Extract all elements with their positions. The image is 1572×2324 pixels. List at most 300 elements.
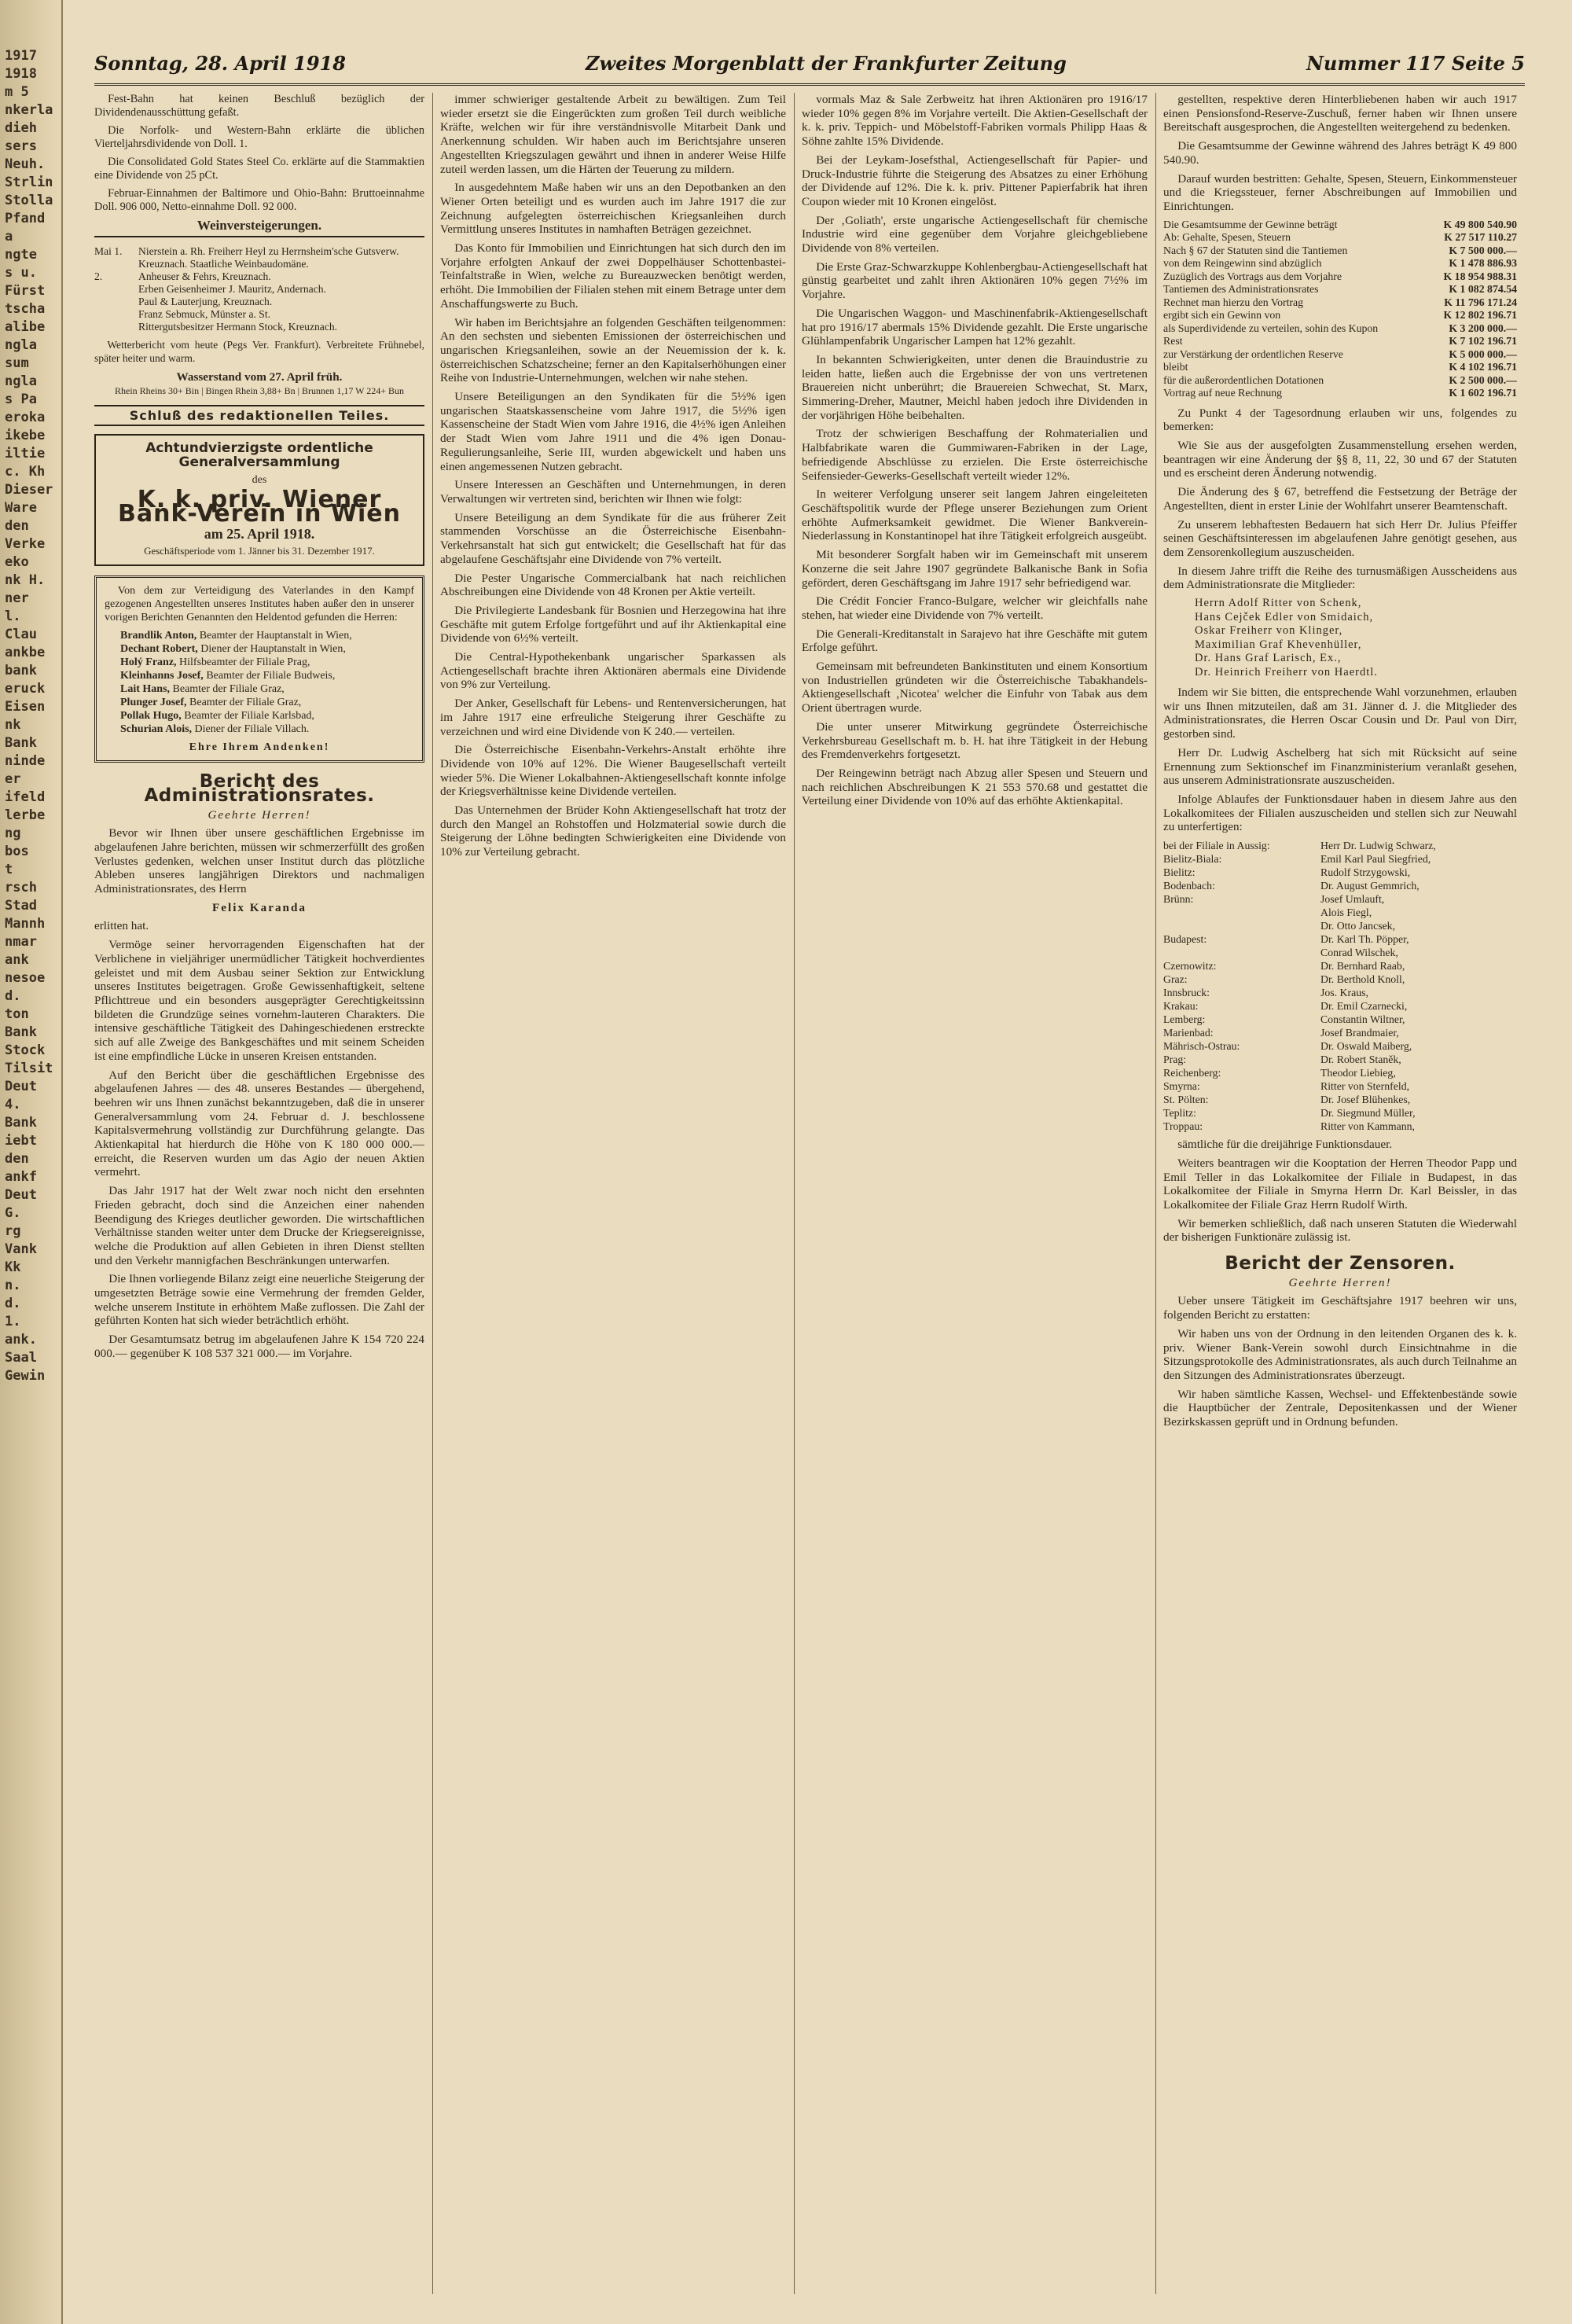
money-value: K 7 500 000.— xyxy=(1449,244,1517,256)
branch-row xyxy=(1163,1120,1517,1133)
wine-auction-list xyxy=(94,245,424,333)
paragraph: Infolge Ablaufes der Funktionsdauer haben in diesem Jahre aus den Lokalkomitees der Filialen auszuscheiden und stellen sich zur Neuwahl zu unterfertigen: xyxy=(1163,792,1517,834)
editorial-end-marker: Schluß des redaktionellen Teiles. xyxy=(94,405,424,427)
section-title: Bericht des Administrationsrates. xyxy=(144,771,375,806)
wine-auction-date xyxy=(94,258,132,270)
strip-fragment: nkerla xyxy=(5,102,53,118)
notice: Februar-Einnahmen der Baltimore und Ohio-Bahn: Bruttoeinnahme Doll. 906 000, Netto-einnahme Doll. 92 000. xyxy=(94,187,424,213)
branch-location: Prag: xyxy=(1163,1054,1187,1066)
announcement-line: Achtundvierzigste ordentliche Generalversammlung xyxy=(145,440,373,470)
memorial-box xyxy=(94,575,424,763)
branch-row xyxy=(1163,1039,1517,1053)
strip-fragment: Neuh. xyxy=(5,156,46,172)
strip-fragment: Vank xyxy=(5,1241,37,1257)
money-row xyxy=(1163,335,1517,348)
money-label: Nach § 67 der Statuten sind die Tantiemen xyxy=(1163,244,1348,256)
fallen-employee-name: Brandlik Anton, xyxy=(120,630,197,642)
branch-row xyxy=(1163,1079,1517,1093)
money-value: K 1 478 886.93 xyxy=(1449,257,1517,270)
cropped-left-column xyxy=(0,47,63,2311)
wine-auction-row xyxy=(94,296,424,308)
paragraph: Die unter unserer Mitwirkung gegründete Österreichische Verkehrsbureau Gesellschaft m. b. H. hat ihre Tätigkeit in der Hebung des Fremdenverkehrs fortgesetzt. xyxy=(802,719,1148,762)
wine-auction-date xyxy=(94,321,132,333)
strip-fragment: nesoe xyxy=(5,970,46,986)
member-name: Hans Cejček Edler von Smidaich, xyxy=(1195,610,1374,623)
notice: Die Consolidated Gold States Steel Co. erklärte auf die Stammaktien eine Dividende von 25 pCt. xyxy=(94,156,424,182)
money-label: zur Verstärkung der ordentlichen Reserve xyxy=(1163,347,1343,360)
fallen-employee-role: Beamter der Filiale Budweis, xyxy=(203,670,336,682)
branch-location xyxy=(1163,919,1320,932)
water-level-heading: Wasserstand vom 27. April früh. xyxy=(176,370,343,384)
paragraph: Unsere Beteiligung an dem Syndikate für die aus früherer Zeit stammenden Vorschüsse an die Österreichische Eisenbahn-Verkehrsanstalt hat sich gut entwickelt; die Gesellschaft hat für das abgelaufene Geschäftsjahr eine Dividende von 7% verteilt. xyxy=(440,510,786,566)
strip-fragment: Fürst xyxy=(5,283,46,299)
paragraph: Ueber unsere Tätigkeit im Geschäftsjahre 1917 beehren wir uns, folgenden Bericht zu erstatten: xyxy=(1163,1294,1517,1322)
strip-fragment: ank xyxy=(5,952,29,968)
money-value: K 7 102 196.71 xyxy=(1449,335,1517,347)
fallen-employee-role: Beamter der Filiale Graz, xyxy=(186,697,302,709)
branch-member: Dr. Josef Blühenkes, xyxy=(1320,1094,1411,1106)
money-label: für die außerordentlichen Dotationen xyxy=(1163,373,1324,386)
money-value: K 49 800 540.90 xyxy=(1443,218,1517,230)
branch-location: Budapest: xyxy=(1163,933,1207,946)
business-period: Geschäftsperiode vom 1. Jänner bis 31. Dezember 1917. xyxy=(144,545,375,557)
money-row xyxy=(1163,322,1517,336)
paragraph: Darauf wurden bestritten: Gehalte, Spesen, Steuern, Einkommensteuer und die Kriegssteuer, ferner Abschreibungen auf Immobilien und Einrichtungen. xyxy=(1163,171,1517,213)
fallen-employee xyxy=(120,642,414,656)
money-label: von dem Reingewinn sind abzüglich xyxy=(1163,257,1322,270)
strip-fragment: Verke xyxy=(5,536,46,552)
wine-auction-date xyxy=(94,283,132,296)
branch-location: Krakau: xyxy=(1163,1000,1199,1013)
branch-location: Lemberg: xyxy=(1163,1013,1206,1026)
branch-member: Josef Brandmaier, xyxy=(1320,1027,1399,1039)
strip-fragment: d. xyxy=(5,988,21,1004)
strip-fragment: tscha xyxy=(5,301,46,317)
branch-row xyxy=(1163,1106,1517,1120)
money-value: K 1 602 196.71 xyxy=(1449,387,1517,399)
column-rule xyxy=(794,93,795,2294)
strip-fragment: dieh xyxy=(5,120,37,136)
fallen-employee-role: Beamter der Filiale Graz, xyxy=(170,683,285,696)
strip-fragment: G. xyxy=(5,1205,21,1221)
money-row xyxy=(1163,361,1517,374)
fallen-employee-role: Hilfsbeamter der Filiale Prag, xyxy=(176,656,310,669)
wine-auction-date: 2. xyxy=(94,270,103,282)
wine-auction-date xyxy=(94,296,132,308)
paragraph: Unsere Interessen an Geschäften und Unternehmungen, in deren Verwaltungen wir vertreten sind, berichten wir Ihnen wie folgt: xyxy=(440,478,786,506)
masthead xyxy=(94,52,1525,86)
strip-fragment: nk xyxy=(5,717,21,733)
fallen-employee-role: Beamter der Filiale Karlsbad, xyxy=(181,710,314,723)
branch-member: Ritter von Kammann, xyxy=(1320,1120,1415,1133)
strip-fragment: iebt xyxy=(5,1133,37,1149)
strip-fragment: ankf xyxy=(5,1169,37,1185)
paragraph: Bevor wir Ihnen über unsere geschäftlichen Ergebnisse im abgelaufenen Jahre berichten, müssen wir schmerzerfüllt des großen Verlustes gedenken, welchen unser Institut durch das plötzliche Ableben unseres langjährigen Direktors und nachmaligen Administrationsrates, des Herrn xyxy=(94,826,424,896)
money-value: K 12 802 196.71 xyxy=(1443,309,1517,322)
wine-auction-date: Mai 1. xyxy=(94,245,123,257)
paragraph: In bekannten Schwierigkeiten, unter denen die Brauindustrie zu leiden hatte, ließen auch die Ergebnisse der von uns vertretenen Brauereien nicht unberührt; die Brauereien Schwechat, St. Marx, Simmering-Dreher, Mautner, Meichl haben jedoch ihre Dividenden in der vorjährigen Höhe beibehalten. xyxy=(802,352,1148,422)
money-label: Rest xyxy=(1163,335,1183,347)
strip-fragment: Eisen xyxy=(5,699,46,715)
money-value: K 27 517 110.27 xyxy=(1444,231,1517,244)
meeting-date: am 25. April 1918. xyxy=(204,525,315,542)
greeting: Geehrte Herren! xyxy=(1288,1275,1392,1289)
strip-fragment: ankbe xyxy=(5,645,46,660)
branch-member: Dr. August Gemmrich, xyxy=(1320,880,1420,892)
paragraph: Unsere Beteiligungen an den Syndikaten für die 5½% igen ungarischen Staatskassenscheine vom Jahre 1917, die 5½% igen Kassenscheine der Stadt Wien vom Jahre 1916, die 4½% igen Anleihen der Stadt Wien vom Jahre 1911 und die 4% igen Donau-Regulierungsanleihe, Serie III, wurden abgewickelt und haben uns einen angemessenen Nutzen gebracht. xyxy=(440,390,786,473)
member-name: Oskar Freiherr von Klinger, xyxy=(1195,624,1343,638)
branch-row xyxy=(1163,852,1517,866)
strip-fragment: ton xyxy=(5,1006,29,1022)
branch-member: Dr. Berthold Knoll, xyxy=(1320,973,1405,986)
masthead-date: Sonntag, 28. April 1918 xyxy=(94,52,346,75)
strip-fragment: t xyxy=(5,862,13,877)
money-value: K 4 102 196.71 xyxy=(1449,361,1517,373)
paragraph: Wir haben sämtliche Kassen, Wechsel- und Effektenbestände sowie die Hauptbücher der Zentrale, Depositenkassen und der Wiener Bezirkskassen geprüft und in Ordnung befunden. xyxy=(1163,1387,1517,1429)
fallen-employee-name: Lait Hans, xyxy=(120,683,171,696)
money-row xyxy=(1163,309,1517,322)
money-row xyxy=(1163,387,1517,400)
paragraph: Wir bemerken schließlich, daß nach unseren Statuten die Wiederwahl der bisherigen Funktionäre zulässig ist. xyxy=(1163,1216,1517,1245)
strip-fragment: ifeld xyxy=(5,789,46,805)
notice: Die Norfolk- und Western-Bahn erklärte die üblichen Vierteljahrsdividende von Doll. 1. xyxy=(94,124,424,150)
paragraph: vormals Maz & Sale Zerbweitz hat ihren Aktionären pro 1916/17 wieder 10% gegen 8% im Vorjahre verteilt. Die Aktien-Gesellschaft der k. k. priv. Teppich- und Möbelstoff-Fabriken vormals Philipp Haas & Söhne zahlte 15% Dividende. xyxy=(802,93,1148,149)
paragraph: In ausgedehntem Maße haben wir uns an den Depotbanken an den Wiener Orten beteiligt und es wurden auch im Jahre 1917 die zur Zeichnung aufgelegten österreichischen Kriegsanleihen durch Vermittlung unseres Institutes in namhaften Beträgen gezeichnet. xyxy=(440,181,786,237)
money-label: als Superdividende zu verteilen, sohin des Kupon xyxy=(1163,322,1379,334)
strip-fragment: Saal xyxy=(5,1350,37,1366)
wine-auction-row xyxy=(94,308,424,321)
strip-fragment: Dieser xyxy=(5,482,53,498)
money-label: Die Gesamtsumme der Gewinne beträgt xyxy=(1163,218,1338,230)
strip-fragment: s Pa xyxy=(5,392,37,407)
strip-fragment: eruck xyxy=(5,681,46,697)
paragraph-group xyxy=(1163,1156,1517,1245)
branch-location xyxy=(1163,906,1320,919)
strip-fragment: Stock xyxy=(5,1042,46,1058)
strip-fragment: Stad xyxy=(5,898,37,914)
strip-fragment: l. xyxy=(5,609,21,624)
paragraph: Indem wir Sie bitten, die entsprechende Wahl vorzunehmen, erlauben wir uns Ihnen mitzuteilen, daß am 31. Jänner d. J. die Mitglieder des Administrationsrates, die Herren Oscar Cousin und Dr. Paul von Dirr, gestorben sind. xyxy=(1163,686,1517,741)
money-value: K 18 954 988.31 xyxy=(1443,270,1517,282)
fallen-employee xyxy=(120,629,414,642)
strip-fragment: Stolla xyxy=(5,193,53,208)
masthead-page-number: Nummer 117 Seite 5 xyxy=(1306,52,1525,75)
money-row xyxy=(1163,257,1517,270)
announcement-line: des xyxy=(252,473,267,486)
fallen-employee xyxy=(120,669,414,682)
paragraph: immer schwieriger gestaltende Arbeit zu bewältigen. Zum Teil wieder ersetzt sie die Eingerückten zum großen Teil durch weibliche Kräfte, welchen wir für ihre verständnisvolle Mitarbeit Dank und Anerkennung schulden. Wir haben auch im Berichtsjahre unseren Angestellten Kriegszulagen gewährt und ihnen in anderer Weise Hilfe zuteil werden lassen, um die Härten der Teuerung zu mildern. xyxy=(440,93,786,176)
branch-member: Josef Umlauft, xyxy=(1320,893,1385,906)
wine-auction-row xyxy=(94,245,424,258)
strip-fragment: c. Kh xyxy=(5,464,46,480)
strip-fragment: n. xyxy=(5,1278,21,1293)
profit-distribution-table xyxy=(1163,219,1517,400)
fallen-employee xyxy=(120,696,414,709)
branch-row xyxy=(1163,1013,1517,1026)
wine-auction-row xyxy=(94,270,424,283)
branch-location: Reichenberg: xyxy=(1163,1067,1221,1079)
fallen-employee-name: Holý Franz, xyxy=(120,656,177,669)
paragraph-group xyxy=(1163,406,1517,592)
masthead-title: Zweites Morgenblatt der Frankfurter Zeitung xyxy=(586,52,1067,75)
strip-fragment: 4. xyxy=(5,1097,21,1112)
branch-location: Bielitz-Biala: xyxy=(1163,853,1222,866)
strip-fragment: Deut xyxy=(5,1187,37,1203)
paragraph: Die Erste Graz-Schwarzkuppe Kohlenbergbau-Actiengesellschaft hat günstig gearbeitet und zahlt ihren Aktionären 10% gegen 7½% im Vorjahre. xyxy=(802,259,1148,302)
branch-row xyxy=(1163,1026,1517,1039)
member-name: Herrn Adolf Ritter von Schenk, xyxy=(1195,597,1362,610)
wine-auction-seller: Erben Geisenheimer J. Mauritz, Andernach. xyxy=(138,282,326,295)
strip-fragment: Bank xyxy=(5,1024,37,1040)
paragraph: Wie Sie aus der ausgefolgten Zusammenstellung ersehen werden, beantragen wir eine Änderung der §§ 8, 11, 22, 30 und 67 der Statuten und es erscheint deren Änderung notwendig. xyxy=(1163,439,1517,480)
strip-fragment: 1. xyxy=(5,1314,21,1329)
member-name: Dr. Heinrich Freiherr von Haerdtl. xyxy=(1195,665,1378,678)
branch-location: Brünn: xyxy=(1163,893,1194,906)
paragraph-group xyxy=(1163,1294,1517,1429)
strip-fragment: ngte xyxy=(5,247,37,263)
paragraph: Wir haben im Berichtsjahre an folgenden Geschäften teilgenommen: An den sechsten und siebenten Emissionen der österreichischen und ungarischen Kriegsanleihen, sowie an der Neuemission der k. k. österreichischen Schatzscheine; ferner an den Kapitalserhöhungen einer Reihe von Industrie-Unternehmungen, welchen wir nahe stehen. xyxy=(440,315,786,385)
branch-member: Theodor Liebieg, xyxy=(1320,1067,1396,1079)
money-label: Rechnet man hierzu den Vortrag xyxy=(1163,296,1304,308)
paragraph: Die Ungarischen Waggon- und Maschinenfabrik-Aktiengesellschaft hat pro 1916/17 abermals 15% Dividende gezahlt. Die Erste ungarische Glühlampenfabrik Ungarischer Lampen hat 12% gezahlt. xyxy=(802,306,1148,348)
wine-auctions-heading: Weinversteigerungen. xyxy=(94,219,424,237)
paragraph: Vermöge seiner hervorragenden Eigenschaften hat der Verblichene in vieljähriger unermüdlicher Tätigkeit hochverdientes geleistet und mit dem Ausbau seiner Sektion zur Entwicklung unseres Institutes beigetragen. Große Gewissenhaftigkeit, seltene Pflichttreue und ein besonders ausgeprägter Gerechtigkeitssinn bildeten die Grundzüge seines vornehm-lauteren Charakters. Die intensive geschäftliche Tätigkeit des Dahingeschiedenen erstreckte sich auf alle Zweige des Bankgeschäftes und mit seinem Scheiden ist eine empfindliche Lücke in unseren Kreisen entstanden. xyxy=(94,938,424,1063)
paragraph-group xyxy=(1163,93,1517,214)
strip-fragment: lerbe xyxy=(5,807,46,823)
paragraph: Die Pester Ungarische Commercialbank hat nach reichlichen Abschreibungen eine Dividende von 48 Kronen per Aktie verteilt. xyxy=(440,571,786,599)
strip-fragment: d. xyxy=(5,1296,21,1311)
strip-fragment: rg xyxy=(5,1223,21,1239)
general-meeting-announcement xyxy=(94,434,424,566)
branch-location: Smyrna: xyxy=(1163,1080,1200,1093)
fallen-employee-role: Beamter der Hauptanstalt in Wien, xyxy=(196,630,352,642)
branch-location: Graz: xyxy=(1163,973,1188,986)
rhine-levels: Rhein Rheins 30+ Bin | Bingen Rhein 3,88+ Bn | Brunnen 1,17 W 224+ Bun xyxy=(115,384,404,396)
paragraph: Das Unternehmen der Brüder Kohn Aktiengesellschaft hat trotz der durch den Mangel an Rohstoffen und Holzmaterial sowie durch die Steigerung der Löhne bedingten Schwierigkeiten eine Dividende von 10% zur Verteilung gebracht. xyxy=(440,803,786,859)
strip-fragment: iltie xyxy=(5,446,46,461)
money-row xyxy=(1163,231,1517,245)
strip-fragment: Gewin xyxy=(5,1368,46,1384)
column-rule xyxy=(432,93,433,2294)
strip-fragment: 1918 xyxy=(5,66,37,82)
strip-fragment: Strlin xyxy=(5,175,53,190)
paragraph: Die Gesamtsumme der Gewinne während des Jahres beträgt K 49 800 540.90. xyxy=(1163,139,1517,167)
branch-row xyxy=(1163,892,1517,906)
paragraph: Die Änderung des § 67, betreffend die Festsetzung der Beträge der Angestellten, dient in erster Linie der Wohlfahrt unserer Beamtenschaft. xyxy=(1163,485,1517,513)
strip-fragment: Deut xyxy=(5,1079,37,1094)
strip-fragment: ngla xyxy=(5,337,37,353)
branch-location: Innsbruck: xyxy=(1163,987,1210,999)
strip-fragment: rsch xyxy=(5,880,37,895)
branch-location: Mährisch-Ostrau: xyxy=(1163,1040,1240,1053)
branch-member: Dr. Karl Th. Pöpper, xyxy=(1320,933,1409,946)
paragraph: Zu Punkt 4 der Tagesordnung erlauben wir uns, folgendes zu bemerken: xyxy=(1163,406,1517,434)
wine-auction-seller: Anheuser & Fehrs, Kreuznach. xyxy=(138,270,271,282)
money-label: Tantiemen des Administrationsrates xyxy=(1163,283,1319,296)
money-row xyxy=(1163,296,1517,310)
branch-row xyxy=(1163,839,1517,852)
column-1 xyxy=(94,93,424,2294)
retiring-members-list xyxy=(1195,597,1517,679)
fallen-employee-role: Diener der Filiale Villach. xyxy=(192,723,310,736)
column-3 xyxy=(802,93,1148,2294)
branch-location: bei der Filiale in Aussig: xyxy=(1163,840,1270,852)
paragraph: Wir haben uns von der Ordnung in den leitenden Organen des k. k. priv. Wiener Bank-Verein sowohl durch Einsichtnahme in die Sitzungsprotokolle des Administrationsrates, als auch durch Teilnahme an den Sitzungen des Administrationsrates überzeugt. xyxy=(1163,1326,1517,1382)
strip-fragment: 1917 xyxy=(5,48,37,64)
section-title: Bericht der Zensoren. xyxy=(1225,1253,1456,1274)
branch-location xyxy=(1163,946,1320,959)
branch-location: Czernowitz: xyxy=(1163,960,1217,973)
branch-row xyxy=(1163,946,1517,959)
branch-member: Emil Karl Paul Siegfried, xyxy=(1320,853,1431,866)
branch-member: Dr. Bernhard Raab, xyxy=(1320,960,1405,973)
strip-fragment: nk H. xyxy=(5,572,46,588)
fallen-employee-role: Diener der Hauptanstalt in Wien, xyxy=(197,643,346,656)
paragraph: In diesem Jahre trifft die Reihe des turnusmäßigen Ausscheidens aus dem Administrationsrate die Mitglieder: xyxy=(1163,564,1517,592)
strip-fragment: bos xyxy=(5,844,29,859)
strip-fragment: Ware xyxy=(5,500,37,516)
wine-auction-seller: Franz Sebmuck, Münster a. St. xyxy=(138,307,271,320)
paragraph: Bei der Leykam-Josefsthal, Actiengesellschaft für Papier- und Druck-Industrie führte die Steigerung des Absatzes zu einer Erhöhung der Dividende auf 12%. Die k. k. priv. Pittener Papierfabrik hat ihren Coupon wieder mit 10 Kronen eingelöst. xyxy=(802,153,1148,208)
paragraph: Die Privilegierte Landesbank für Bosnien und Herzegowina hat ihre Geschäfte mit gutem Erfolge fortgeführt und auf ihr Aktienkapital eine Dividende von 6½% verteilt. xyxy=(440,603,786,645)
column-rule xyxy=(1155,93,1156,2294)
paragraph: Die Generali-Kreditanstalt in Sarajevo hat ihre Geschäfte mit gutem Erfolge geführt. xyxy=(802,627,1148,655)
money-row xyxy=(1163,374,1517,388)
deceased-name: Felix Karanda xyxy=(211,900,307,914)
money-label: bleibt xyxy=(1163,361,1188,373)
strip-fragment: ner xyxy=(5,590,29,606)
paragraph: Der Gesamtumsatz betrug im abgelaufenen Jahre K 154 720 224 000.— gegenüber K 108 537 321 000.— im Vorjahre. xyxy=(94,1333,424,1360)
paragraph-group xyxy=(1163,686,1517,834)
strip-fragment: bank xyxy=(5,663,37,678)
strip-fragment: den xyxy=(5,518,29,534)
branch-row xyxy=(1163,959,1517,973)
money-label: Zuzüglich des Vortrags aus dem Vorjahre xyxy=(1163,270,1342,282)
greeting: Geehrte Herren! xyxy=(208,807,311,822)
wine-auction-seller: Kreuznach. Staatliche Weinbaudomäne. xyxy=(138,257,309,270)
branch-member: Jos. Kraus, xyxy=(1320,987,1368,999)
column-4 xyxy=(1163,93,1517,2294)
wine-auction-seller: Paul & Lauterjung, Kreuznach. xyxy=(138,295,273,307)
strip-fragment: Mannh xyxy=(5,916,46,932)
branch-location: Troppau: xyxy=(1163,1120,1203,1133)
fallen-employee xyxy=(120,682,414,696)
member-name: Maximilian Graf Khevenhüller, xyxy=(1195,638,1362,651)
money-row xyxy=(1163,270,1517,284)
branch-location: Teplitz: xyxy=(1163,1107,1196,1120)
column-2 xyxy=(440,93,786,2294)
wine-auction-row xyxy=(94,258,424,270)
paragraph: Die Österreichische Eisenbahn-Verkehrs-Anstalt erhöhte ihre Dividende von 10% auf 12%. Die Wiener Baugesellschaft verteilt wieder 5%. Die Wiener Lokalbahnen-Aktiengesellschaft konnte infolge der Kriegsverhältnisse keine Dividende verteilen. xyxy=(440,743,786,799)
strip-fragment: ikebe xyxy=(5,428,46,443)
paragraph: Gemeinsam mit befreundeten Bankinstituten und einem Konsortium von Industriellen gründeten wir die Österreichische Tabakhandels-Aktiengesellschaft ‚Nicotea' welcher die Einfuhr von Tabak aus dem Orient übertragen wurde. xyxy=(802,660,1148,715)
branch-member: Dr. Emil Czarnecki, xyxy=(1320,1000,1408,1013)
money-row xyxy=(1163,348,1517,362)
paragraph: Trotz der schwierigen Beschaffung der Rohmaterialien und Halbfabrikate waren die Gummiwaren-Fabriken in der Lage, befriedigende Abschlüsse zu erzielen. Die Erste österreichische Seifensieder-Gewerks-Gesellschaft verteilt wieder 12%. xyxy=(802,427,1148,483)
strip-fragment: s u. xyxy=(5,265,37,281)
fallen-employee-name: Dechant Robert, xyxy=(120,643,198,656)
fallen-employee xyxy=(120,723,414,736)
branch-location: Bodenbach: xyxy=(1163,880,1215,892)
paragraph: gestellten, respektive deren Hinterbliebenen haben wir auch 1917 einen Pensionsfond-Reserve-Zuschuß, ferner haben wir Ihnen unsere Bereitschaft ausgesprochen, die Angestellten weitergehend zu bedenken. xyxy=(1163,93,1517,134)
strip-fragment: Tilsit xyxy=(5,1061,53,1076)
strip-fragment: nmar xyxy=(5,934,37,950)
branch-member: Conrad Wilschek, xyxy=(1320,947,1398,959)
paragraph: Herr Dr. Ludwig Aschelberg hat sich mit Rücksicht auf seine Ernennung zum Sektionschef im Finanzministerium veranlaßt gesehen, aus unserem Administrationsrate auszuscheiden. xyxy=(1163,745,1517,788)
paragraph: Die Central-Hypothekenbank ungarischer Sparkassen als Actiengesellschaft brachte ihren Aktionären abermals eine Dividende von 9% zur Verteilung. xyxy=(440,650,786,692)
money-label: ergibt sich ein Gewinn von xyxy=(1163,309,1281,322)
branch-row xyxy=(1163,973,1517,986)
memorial-intro: Von dem zur Verteidigung des Vaterlandes in den Kampf gezogenen Angestellten unseres Institutes haben außer den in unserer vorigen Berichten Genannten den Heldentod gefunden die Herren: xyxy=(105,585,414,624)
paragraph: Zu unserem lebhaftesten Bedauern hat sich Herr Dr. Julius Pfeiffer seinen Geschäftsinteressen im abgelaufenen Jahre genötigt gesehen, aus dem Zensorenkollegium auszuscheiden. xyxy=(1163,517,1517,559)
branch-member: Ritter von Sternfeld, xyxy=(1320,1080,1410,1093)
money-row xyxy=(1163,219,1517,232)
strip-fragment: Pfand xyxy=(5,211,46,226)
strip-fragment: eroka xyxy=(5,410,46,425)
fallen-employee xyxy=(120,656,414,669)
wine-auction-seller: Nierstein a. Rh. Freiherr Heyl zu Herrnsheim'sche Gutsverw. xyxy=(138,245,399,257)
paragraph: Die Ihnen vorliegende Bilanz zeigt eine neuerliche Steigerung der umgesetzten Beträge sowie eine Vermehrung der fremden Gelder, welche unserem Institute in erhöhtem Maße zuflossen. Die Zahl der geführten Konten hat sich wieder beträchtlich erhöht. xyxy=(94,1272,424,1328)
notice: Fest-Bahn hat keinen Beschluß bezüglich der Dividendenausschüttung gefaßt. xyxy=(94,93,424,119)
branch-member: Dr. Siegmund Müller, xyxy=(1320,1107,1416,1120)
paragraph: Der Anker, Gesellschaft für Lebens- und Rentenversicherungen, hat im Jahre 1917 eine erfreuliche Steigerung ihrer Geschäfte zu verzeichnen und wird eine Dividende von K 240.— verteilen. xyxy=(440,697,786,738)
wine-auction-seller: Rittergutsbesitzer Hermann Stock, Kreuznach. xyxy=(138,320,338,333)
branch-member: Constantin Wiltner, xyxy=(1320,1013,1405,1026)
paragraph: Weiters beantragen wir die Kooptation der Herren Theodor Papp und Emil Teller in das Lokalkomitee der Filiale in Budapest, in das Lokalkomitee der Filiale in Smyrna Herrn Dr. Karl Beissler, in das Lokalkomitee der Filiale Graz Herrn Rudolf Wirth. xyxy=(1163,1156,1517,1212)
money-value: K 11 796 171.24 xyxy=(1444,296,1517,308)
member-name: Dr. Hans Graf Larisch, Ex., xyxy=(1195,652,1342,665)
wine-auction-row xyxy=(94,283,424,296)
strip-fragment: Bank xyxy=(5,1115,37,1131)
branch-member: Rudolf Strzygowski, xyxy=(1320,866,1411,879)
branch-member: Dr. Robert Staněk, xyxy=(1320,1054,1401,1066)
branch-row xyxy=(1163,919,1517,932)
strip-fragment: m 5 xyxy=(5,84,29,100)
strip-fragment: Bank xyxy=(5,735,37,751)
strip-fragment: er xyxy=(5,771,21,787)
branch-row xyxy=(1163,1066,1517,1079)
branch-row xyxy=(1163,1093,1517,1106)
strip-fragment: eko xyxy=(5,554,29,570)
wine-auction-date xyxy=(94,308,132,321)
branches-tail: sämtliche für die dreijährige Funktionsdauer. xyxy=(1177,1138,1393,1152)
branch-row xyxy=(1163,999,1517,1013)
weather-report: Wetterbericht vom heute (Pegs Ver. Frankfurt). Verbreitete Frühnebel, später heiter und warm. xyxy=(94,338,424,365)
strip-fragment: alibe xyxy=(5,319,46,335)
branch-row xyxy=(1163,906,1517,919)
branch-row xyxy=(1163,932,1517,946)
branch-committees-list xyxy=(1163,839,1517,1133)
money-value: K 5 000 000.— xyxy=(1449,347,1517,360)
wine-auction-row xyxy=(94,321,424,333)
branch-row xyxy=(1163,1053,1517,1066)
branch-row xyxy=(1163,986,1517,999)
strip-fragment: ninde xyxy=(5,753,46,769)
fallen-employees-list xyxy=(105,629,414,736)
strip-fragment: Clau xyxy=(5,627,37,642)
strip-fragment: ng xyxy=(5,826,21,841)
bank-name-heading: K. k. priv. Wiener Bank-Verein in Wien xyxy=(117,486,401,528)
branch-location: Marienbad: xyxy=(1163,1027,1214,1039)
money-value: K 3 200 000.— xyxy=(1449,322,1517,334)
money-value: K 2 500 000.— xyxy=(1449,373,1517,386)
business-notices xyxy=(94,93,424,214)
paragraph: Das Jahr 1917 hat der Welt zwar noch nicht den ersehnten Frieden gebracht, doch sind die Anzeichen einer nahenden Beendigung des Krieges deutlicher geworden. Die wirtschaftlichen Verhältnisse standen weiter unter dem Drucke der Kriegsereignisse, welche die Produktion auf allen Gebieten in ihren Dienst stellten und den Verkehr mannigfachen Beschränkungen unterwarfen. xyxy=(94,1184,424,1267)
branch-member: Herr Dr. Ludwig Schwarz, xyxy=(1320,840,1436,852)
paragraph: Auf den Bericht über die geschäftlichen Ergebnisse des abgelaufenen Jahres — des 48. unseres Bestandes — übergehend, beehren wir uns Ihnen zunächst bekanntzugeben, daß die in unserer Generalversammlung vom 24. Februar d. J. beschlossene Kapitalsvermehrung vollständig zur Durchführung gelangte. Das Aktienkapital hat hierdurch die Höhe von K 180 000 000.— erreicht, die Reserven wurden um das Agio der neuen Aktien vermehrt. xyxy=(94,1068,424,1179)
branch-row xyxy=(1163,879,1517,892)
branch-member: Dr. Otto Jancsek, xyxy=(1320,920,1396,932)
